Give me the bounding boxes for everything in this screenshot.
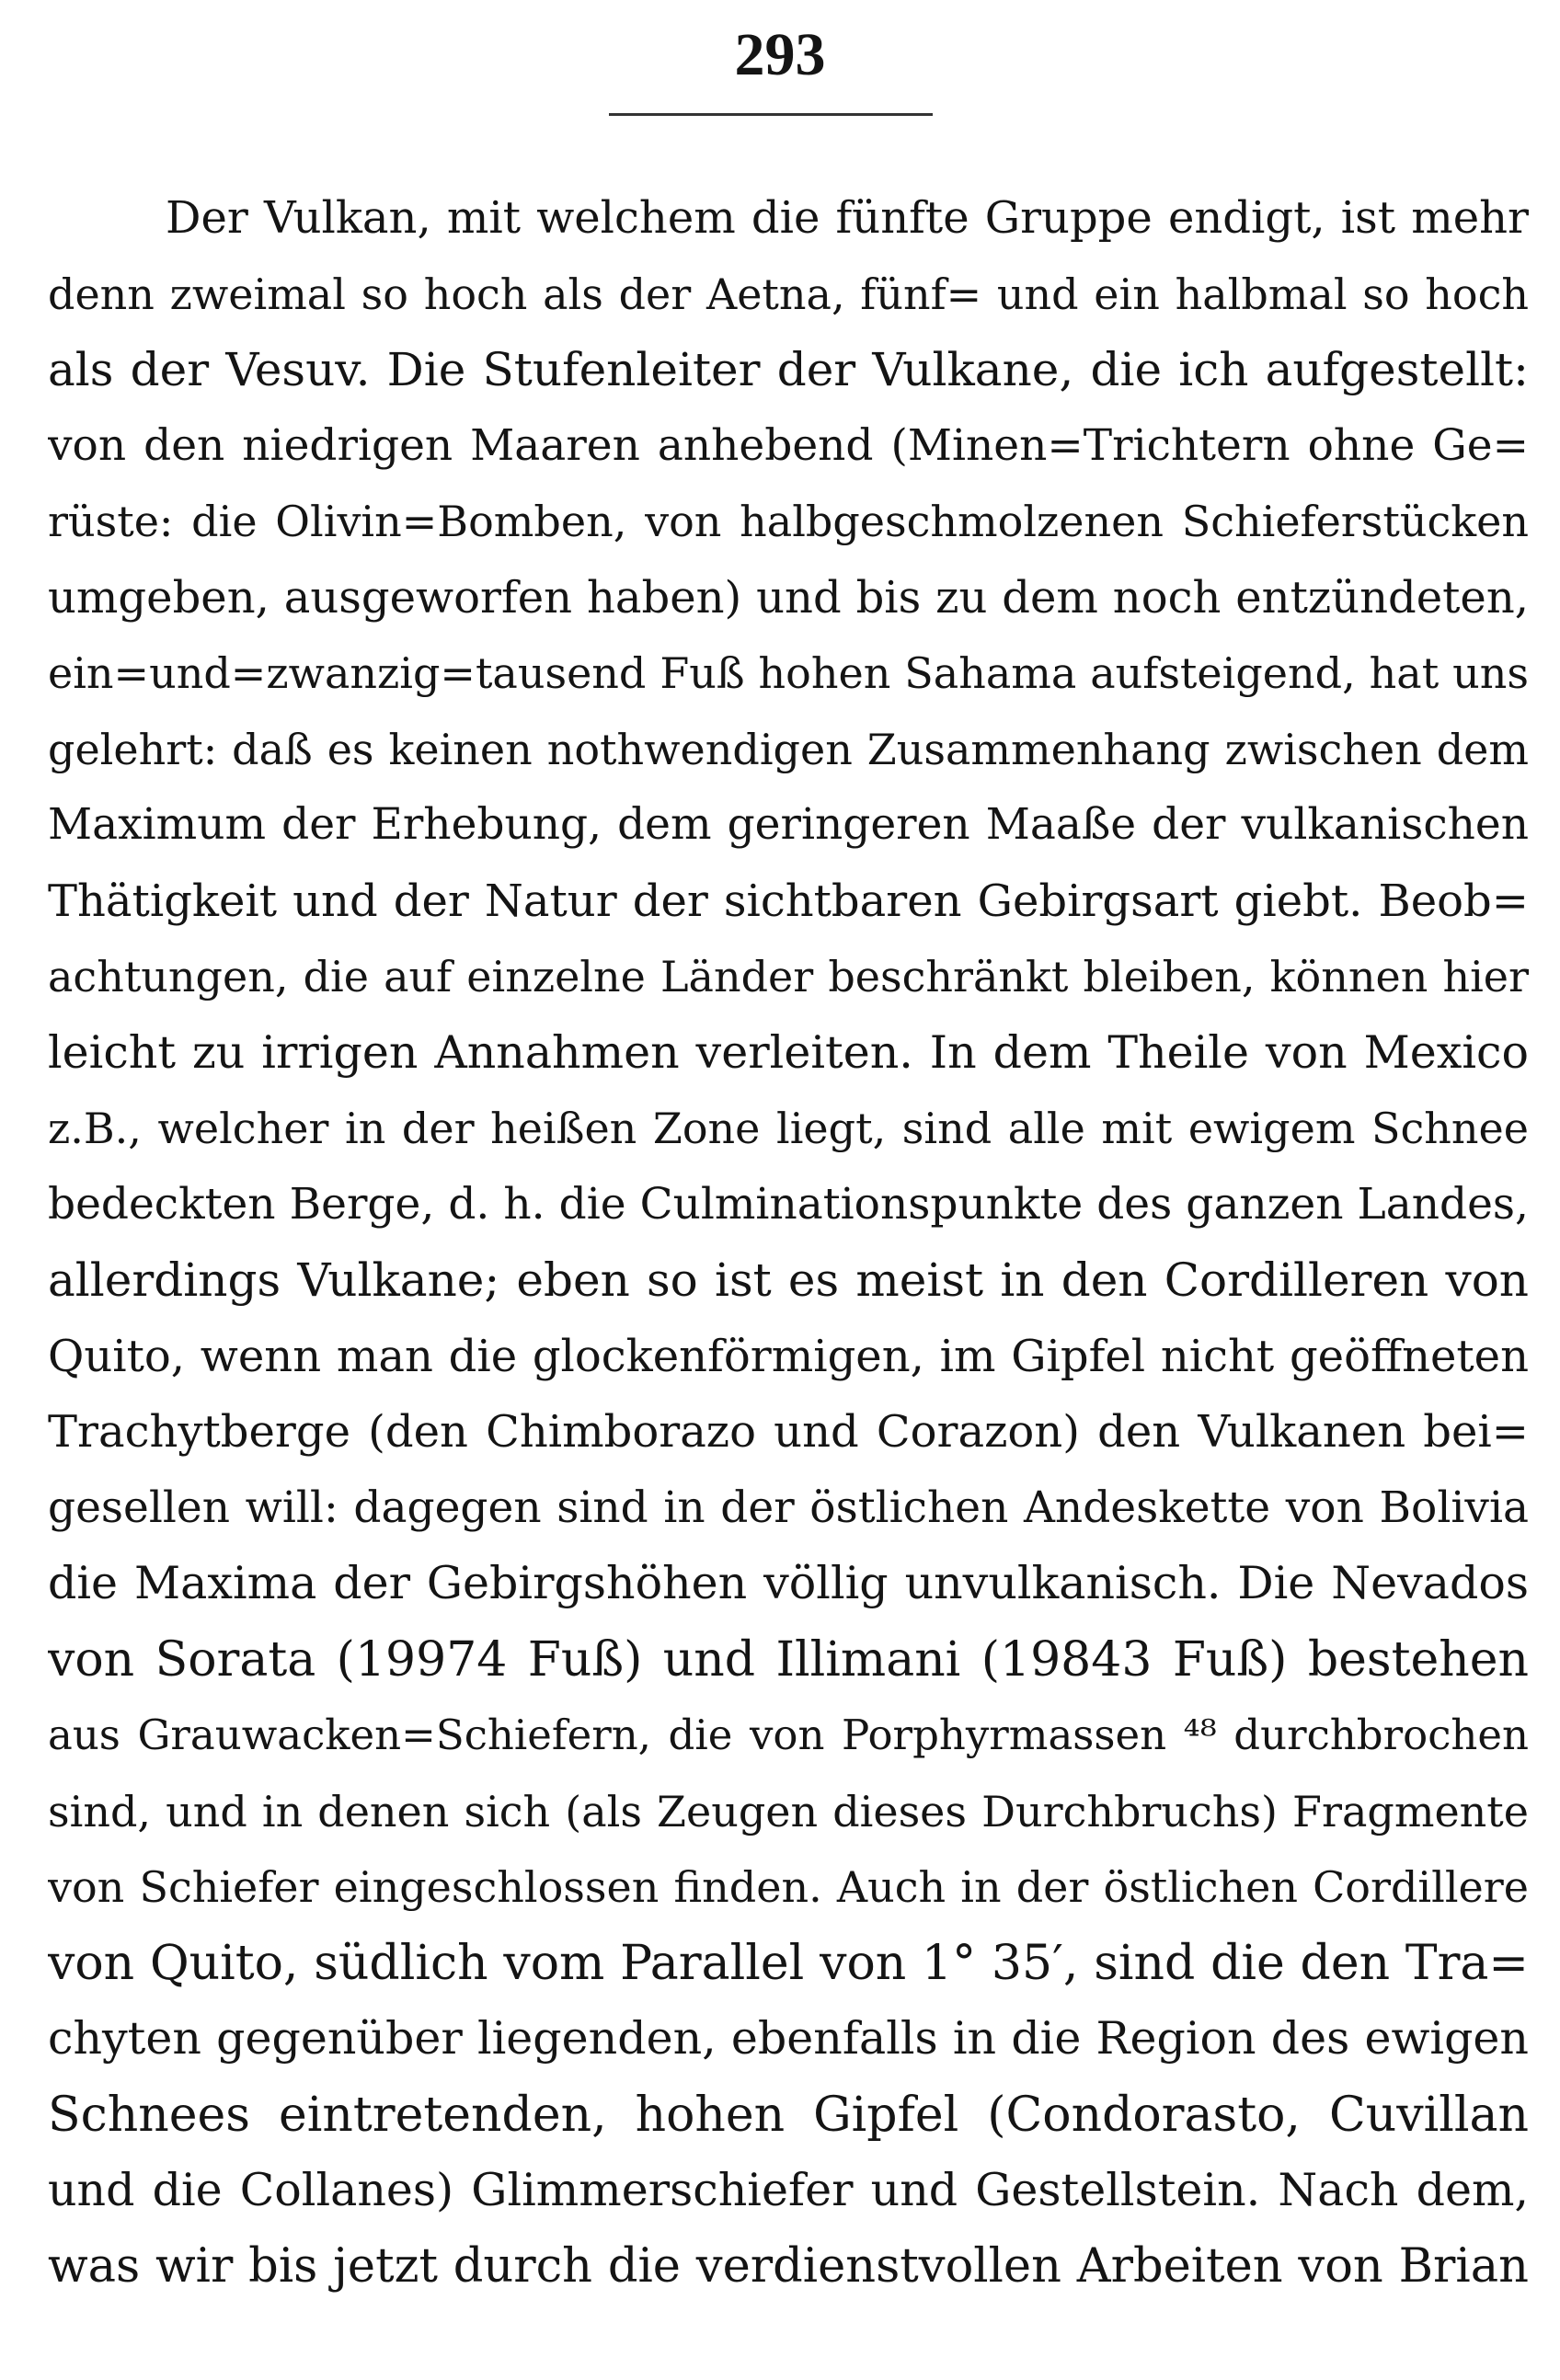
text-line: aus Grauwacken=Schiefern, die von Porphyrmassen ⁴⁸ durchbrochen xyxy=(48,1711,1529,1759)
text-line: von den niedrigen Maaren anhebend (Minen=Trichtern ohne Ge= xyxy=(48,419,1529,471)
text-line: bedeckten Berge, d. h. die Culminationspunkte des ganzen Landes, xyxy=(48,1178,1529,1230)
text-line: die Maxima der Gebirgshöhen völlig unvulkanisch. Die Nevados xyxy=(48,1557,1529,1609)
text-line: Thätigkeit und der Natur der sichtbaren Gebirgsart giebt. Beob= xyxy=(48,875,1529,927)
body-text xyxy=(48,180,1529,2305)
text-line: von Schiefer eingeschlossen finden. Auch in der östlichen Cordillere xyxy=(48,1862,1529,1912)
text-line: Quito, wenn man die glockenförmigen, im Gipfel nicht geöffneten xyxy=(48,1330,1529,1382)
text-line: chyten gegenüber liegenden, ebenfalls in die Region des ewigen xyxy=(48,2012,1529,2065)
text-line: gelehrt: daß es keinen nothwendigen Zusammenhang zwischen dem xyxy=(48,724,1529,774)
text-line: ein=und=zwanzig=tausend Fuß hohen Sahama aufsteigend, hat uns xyxy=(48,648,1529,698)
text-line: von Sorata (19974 Fuß) und Illimani (19843 Fuß) bestehen xyxy=(48,1631,1529,1688)
text-line: achtungen, die auf einzelne Länder beschränkt bleiben, können hier xyxy=(48,952,1529,1001)
text-line: Maximum der Erhebung, dem geringeren Maaße der vulkanischen xyxy=(48,799,1529,850)
text-line: gesellen will: dagegen sind in der östlichen Andeskette von Bolivia xyxy=(48,1482,1529,1533)
text-line: was wir bis jetzt durch die verdienstvollen Arbeiten von Brian xyxy=(48,2238,1529,2294)
text-line: umgeben, ausgeworfen haben) und bis zu dem noch entzündeten, xyxy=(48,571,1529,624)
text-line: Trachytberge (den Chimborazo und Corazon) den Vulkanen bei= xyxy=(48,1406,1529,1458)
page-number: 293 xyxy=(734,21,826,88)
text-line: von Quito, südlich vom Parallel von 1° 35′, sind die den Tra= xyxy=(48,1935,1529,1991)
text-line: z.B., welcher in der heißen Zone liegt, sind alle mit ewigem Schnee xyxy=(48,1104,1529,1153)
text-line: rüste: die Olivin=Bomben, von halbgeschmolzenen Schieferstücken xyxy=(48,497,1529,546)
text-line: allerdings Vulkane; eben so ist es meist in den Cordilleren von xyxy=(48,1253,1529,1307)
text-line: leicht zu irrigen Annahmen verleiten. In dem Theile von Mexico xyxy=(48,1025,1529,1079)
text-line: Der Vulkan, mit welchem die fünfte Gruppe endigt, ist mehr xyxy=(166,192,1529,244)
text-line: Schnees eintretenden, hohen Gipfel (Condorasto, Cuvillan xyxy=(48,2087,1529,2143)
text-line: sind, und in denen sich (als Zeugen dieses Durchbruchs) Fragmente xyxy=(48,1786,1529,1836)
text-line: denn zweimal so hoch als der Aetna, fünf= und ein halbmal so hoch xyxy=(48,269,1529,319)
text-line: und die Collanes) Glimmerschiefer und Gestellstein. Nach dem, xyxy=(48,2164,1529,2216)
header-rule xyxy=(609,113,933,116)
text-line: als der Vesuv. Die Stufenleiter der Vulkane, die ich aufgestellt: xyxy=(48,343,1529,396)
